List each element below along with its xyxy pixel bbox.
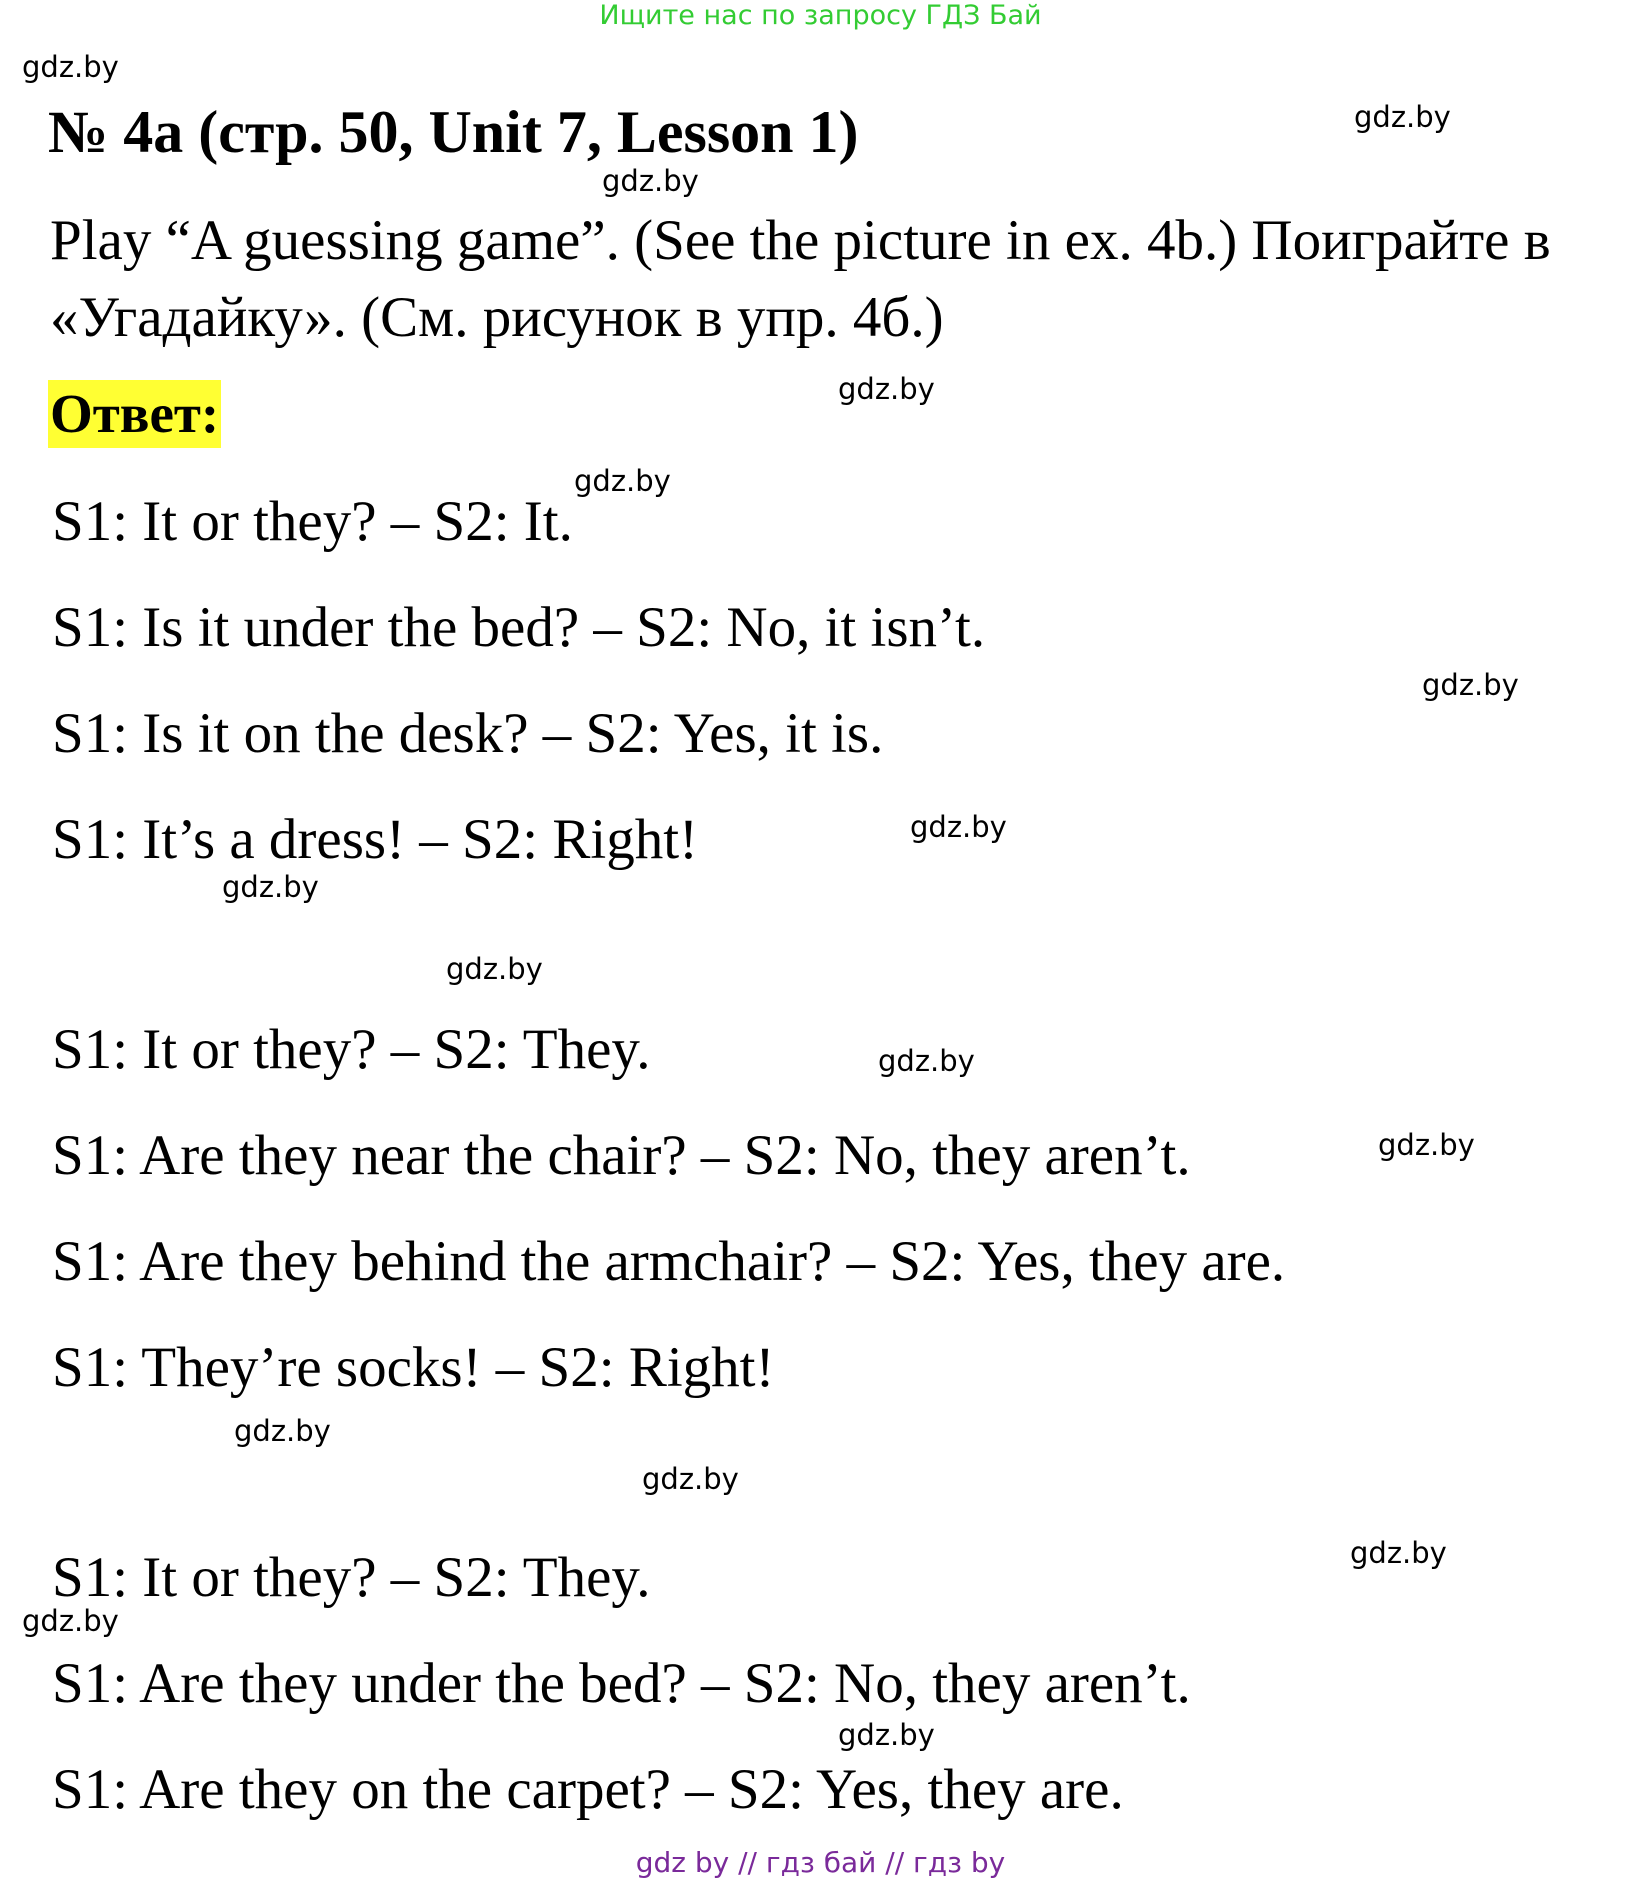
dialogue-line: S1: It or they? – S2: They. <box>52 1018 651 1081</box>
dialogue-line: S1: It or they? – S2: They. <box>52 1546 651 1609</box>
dialogue-line: S1: It or they? – S2: It. <box>52 490 573 553</box>
watermark: gdz.by <box>1350 1536 1447 1570</box>
watermark: gdz.by <box>1422 668 1519 702</box>
dialogue-line: S1: Is it under the bed? – S2: No, it isn’t. <box>52 596 986 659</box>
watermark: gdz.by <box>878 1044 975 1078</box>
watermark: gdz.by <box>602 164 699 198</box>
watermark: gdz.by <box>642 1462 739 1496</box>
watermark: gdz.by <box>910 810 1007 844</box>
task-text: Play “A guessing game”. (See the picture in ex. 4b.) Поиграйте в «Угадайку». (См. рисунок в упр. 4б.) <box>50 209 1551 349</box>
dialogue-line: S1: It’s a dress! – S2: Right! <box>52 808 699 871</box>
watermark: gdz.by <box>446 952 543 986</box>
dialogue-line: S1: Is it on the desk? – S2: Yes, it is. <box>52 702 884 765</box>
watermark: gdz.by <box>22 1604 119 1638</box>
answer-label: Ответ: <box>48 380 221 448</box>
watermark: gdz.by <box>1354 100 1451 134</box>
watermark: gdz.by <box>22 50 119 84</box>
dialogue-line: S1: Are they on the carpet? – S2: Yes, they are. <box>52 1758 1124 1821</box>
footer-watermark: gdz by // гдз бай // гдз by <box>635 1846 1006 1879</box>
search-banner: Ищите нас по запросу ГДЗ Бай <box>599 0 1042 31</box>
watermark: gdz.by <box>222 870 319 904</box>
dialogue-line: S1: Are they under the bed? – S2: No, they aren’t. <box>52 1652 1191 1715</box>
watermark: gdz.by <box>574 464 671 498</box>
dialogue-line: S1: Are they near the chair? – S2: No, they aren’t. <box>52 1124 1191 1187</box>
exercise-title: № 4a (стр. 50, Unit 7, Lesson 1) <box>48 99 859 165</box>
watermark: gdz.by <box>838 372 935 406</box>
dialogue-line: S1: They’re socks! – S2: Right! <box>52 1336 775 1399</box>
watermark: gdz.by <box>1378 1128 1475 1162</box>
watermark: gdz.by <box>838 1718 935 1752</box>
watermark: gdz.by <box>234 1414 331 1448</box>
dialogue-line: S1: Are they behind the armchair? – S2: Yes, they are. <box>52 1230 1286 1293</box>
